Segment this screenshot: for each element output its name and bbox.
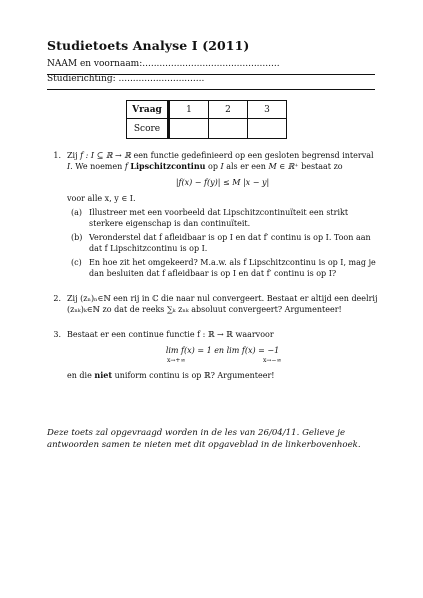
column-1: 1 [170, 101, 209, 119]
question-1c: (c) En hoe zit het omgekeerd? M.a.w. als f Lipschitzcontinu is op I, mag je dan besluiten dat f afleidbaar is op I en dat f′ continu is op I? [71, 258, 376, 278]
question-3-number: 3. [53, 330, 61, 339]
score-table [126, 100, 287, 139]
score-cell-2 [209, 119, 248, 139]
question-1-number: 1. [53, 151, 61, 160]
questions [33, 150, 378, 387]
question-2 [33, 293, 378, 315]
vraag-label: Vraag [127, 101, 169, 119]
score-cell-1 [170, 119, 209, 139]
limit-subscript-1: x→+∞ [167, 357, 186, 364]
score-table-header-row [127, 101, 287, 119]
question-1b: (b) Veronderstel dat f afleidbaar is op I en dat f′ continu is op I. Toon aan dat f Lipschitzcontinu is op I. [71, 233, 371, 253]
limit-subscript-2: x→−∞ [263, 357, 282, 364]
name-field: NAAM en voornaam:................................................ [47, 59, 280, 69]
exam-note: Deze toets zal opgevraagd worden in de les van 26/04/11. Gelieve je antwoorden samen te nieten met dit opgaveblad in de linkerbovenhoek. [47, 428, 361, 450]
lipschitz-term: Lipschitzcontinu [130, 161, 206, 171]
score-cell-3 [248, 119, 287, 139]
niet-term: niet [94, 370, 113, 380]
study-field: Studierichting: .............................. [47, 74, 205, 84]
column-2: 2 [209, 101, 248, 119]
question-1-after: voor alle x, y ∈ I. [67, 194, 136, 203]
question-2-text: Zij (zₙ)ₙ∈ℕ een rij in ℂ die naar nul convergeert. Bestaat er altijd een deelrij (zₙₖ)ₖ∈ℕ zo dat de reeks ∑ₖ zₙₖ absoluut convergeert? Argumenteer! [67, 294, 378, 314]
limit-formula: lim f(x) = 1 en lim f(x) = −1 x→+∞ x→−∞ [165, 346, 282, 364]
score-label: Score [127, 119, 169, 139]
question-1 [33, 150, 378, 279]
page-title: Studietoets Analyse I (2011) [47, 38, 250, 53]
question-3 [33, 329, 378, 381]
question-1-intro: Zij f : I ⊆ ℝ → ℝ een functie gedefinieerd op een gesloten begrensd interval I. We noemen f Lipschitzcontinu op I als er een M ∈ ℝ⁺ bestaat zo [67, 151, 374, 171]
column-3: 3 [248, 101, 287, 119]
question-2-number: 2. [53, 294, 61, 303]
question-3-after: en die niet uniform continu is op ℝ? Argumenteer! [67, 370, 275, 380]
score-table-score-row [127, 119, 287, 139]
question-3-text: Bestaat er een continue functie f : ℝ → ℝ waarvoor [67, 330, 274, 339]
question-1a: (a) Illustreer met een voorbeeld dat Lipschitzcontinuïteit een strikt sterkere eigenschap is dan continuïteit. [71, 208, 349, 228]
divider-bottom [47, 89, 375, 90]
lipschitz-formula: |f(x) − f(y)| ≤ M |x − y| [175, 178, 270, 187]
